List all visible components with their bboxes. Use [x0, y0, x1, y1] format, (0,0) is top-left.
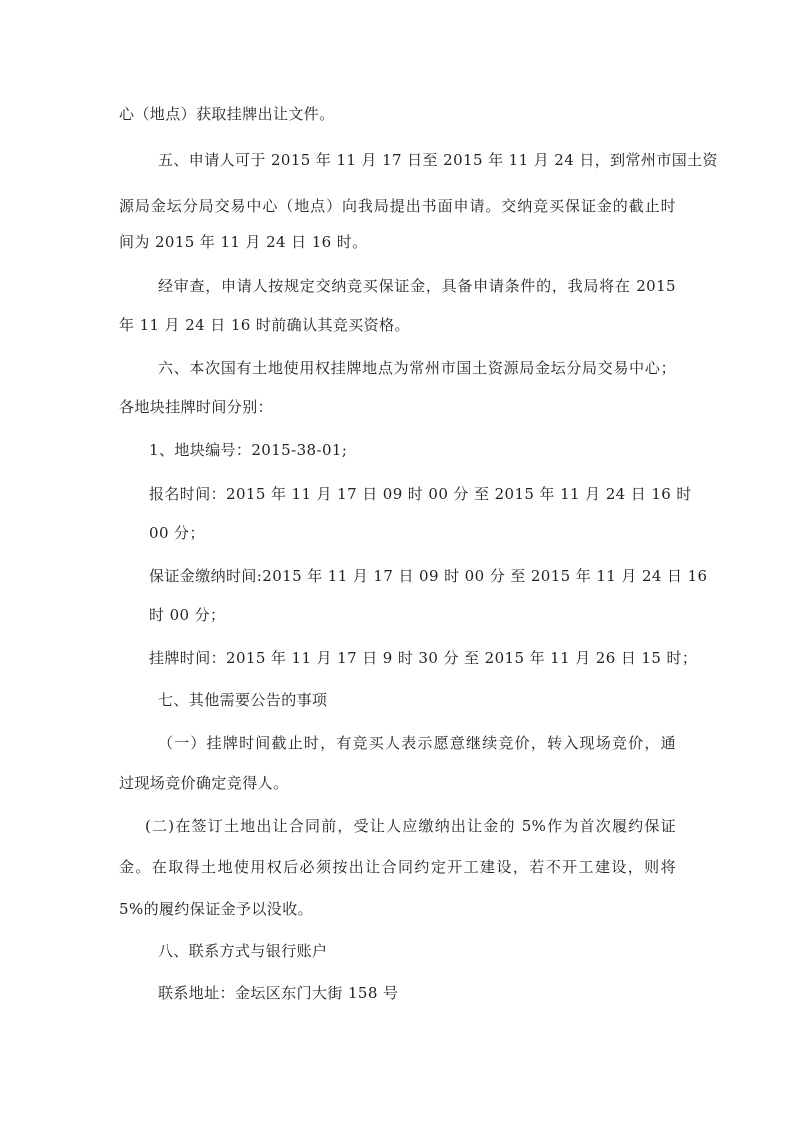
text-line: 心（地点）获取挂牌出让文件。	[119, 105, 335, 123]
text-line: 六、本次国有土地使用权挂牌地点为常州市国土资源局金坛分局交易中心；	[158, 359, 676, 377]
text-line: 金。在取得土地使用权后必须按出让合同约定开工建设，若不开工建设，则将	[119, 858, 676, 876]
text-line: 联系地址：金坛区东门大街 158 号	[158, 984, 399, 1002]
text-line: 经审查，申请人按规定交纳竞买保证金，具备申请条件的，我局将在 2015	[158, 277, 676, 295]
text-line: 间为 2015 年 11 月 24 日 16 时。	[119, 233, 368, 251]
text-line: (二)在签订土地出让合同前，受让人应缴纳出让金的 5%作为首次履约保证	[145, 817, 676, 835]
text-line: 八、联系方式与银行账户	[158, 942, 328, 960]
text-line: （一）挂牌时间截止时，有竞买人表示愿意继续竞价，转入现场竞价，通	[158, 734, 676, 752]
text-line: 年 11 月 24 日 16 时前确认其竞买资格。	[119, 316, 410, 334]
text-line: 五、申请人可于 2015 年 11 月 17 日至 2015 年 11 月 24 日，到常州市国土资	[158, 151, 718, 169]
text-line: 5%的履约保证金予以没收。	[119, 900, 313, 918]
text-line: 时 00 分；	[149, 606, 226, 624]
text-line: 保证金缴纳时间:2015 年 11 月 17 日 09 时 00 分 至 2015 年 11 月 24 日 16	[149, 567, 708, 585]
text-line: 各地块挂牌时间分别：	[119, 398, 274, 416]
text-line: 1、地块编号：2015-38-01;	[149, 441, 348, 459]
text-line: 七、其他需要公告的事项	[158, 691, 328, 709]
text-line: 过现场竞价确定竞得人。	[119, 774, 289, 792]
text-line: 00 分；	[149, 524, 205, 542]
text-line: 挂牌时间：2015 年 11 月 17 日 9 时 30 分 至 2015 年 11 月 26 日 15 时；	[149, 649, 698, 667]
text-line: 报名时间：2015 年 11 月 17 日 09 时 00 分 至 2015 年 11 月 24 日 16 时	[149, 485, 692, 503]
text-line: 源局金坛分局交易中心（地点）向我局提出书面申请。交纳竞买保证金的截止时	[119, 197, 676, 215]
